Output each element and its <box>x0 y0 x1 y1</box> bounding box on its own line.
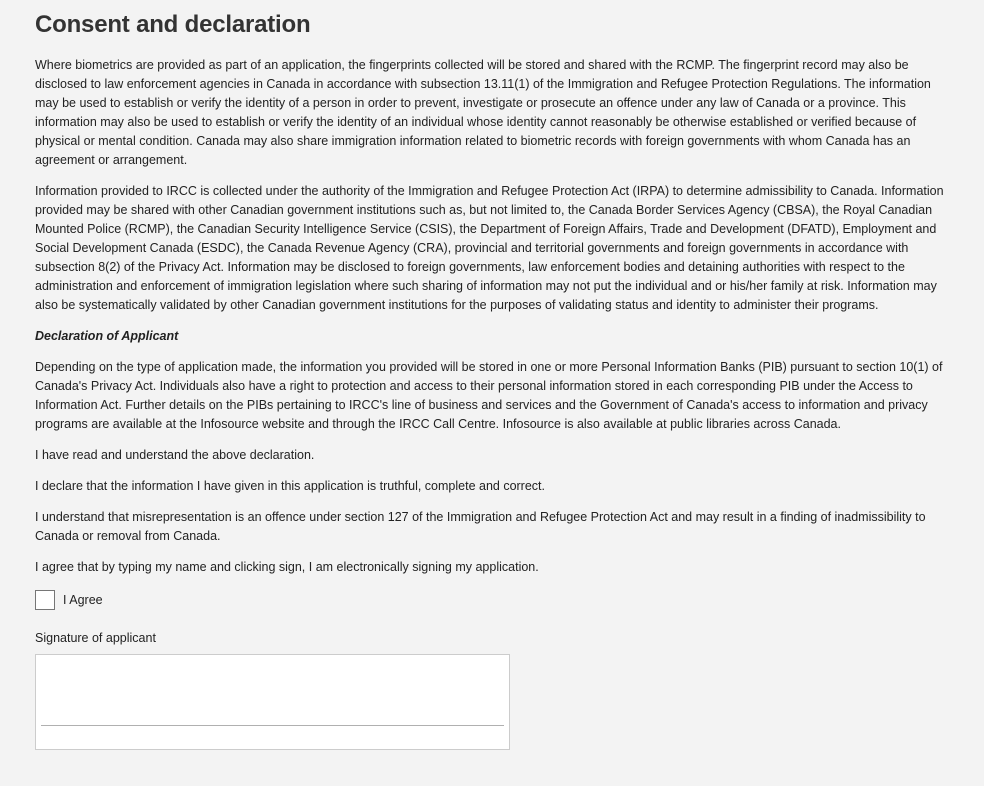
agree-label[interactable]: I Agree <box>63 593 103 607</box>
biometrics-consent-paragraph: Where biometrics are provided as part of an application, the fingerprints collected will be stored and shared with the RCMP. The fingerprint record may also be disclosed to law enforcement agencies in Canada in accordance with subsection 13.11(1) of the Immigration and Refugee Protection Regulations. The information may be used to establish or verify the identity of a person in order to prevent, investigate or prosecute an offence under any law of Canada or a province. This information may also be used to establish or verify the identity of an individual whose identity cannot reasonably be otherwise established or verified because of physical or mental condition. Canada may also share immigration information related to biometric records with foreign governments with whom Canada has an agreement or arrangement. <box>35 58 931 167</box>
signature-label: Signature of applicant <box>35 631 156 645</box>
agree-row[interactable] <box>35 589 954 611</box>
misrepresentation-statement: I understand that misrepresentation is an offence under section 127 of the Immigration and Refugee Protection Act and may result in a finding of inadmissibility to Canada or removal from Canada. <box>35 510 926 543</box>
signature-baseline <box>41 725 504 726</box>
privacy-act-paragraph: Depending on the type of application made, the information you provided will be stored in one or more Personal Information Banks (PIB) pursuant to section 10(1) of Canada's Privacy Act. Individuals also have a right to protection and access to their personal information stored in each corresponding PIB under the Access to Information Act. Further details on the PIBs pertaining to IRCC's line of business and services and the Government of Canada's access to information and privacy programs are available at the Infosource website and through the IRCC Call Centre. Infosource is also available at public libraries across Canada. <box>35 360 943 431</box>
information-sharing-paragraph: Information provided to IRCC is collected under the authority of the Immigration and Refugee Protection Act (IRPA) to determine admissibility to Canada. Information provided may be shared with other Canadian government institutions such as, but not limited to, the Canada Border Services Agency (CBSA), the Royal Canadian Mounted Police (RCMP), the Canadian Security Intelligence Service (CSIS), the Department of Foreign Affairs, Trade and Development (DFATD), Employment and Social Development Canada (ESDC), the Canada Revenue Agency (CRA), provincial and territorial governments and foreign governments in accordance with subsection 8(2) of the Privacy Act. Information may be disclosed to foreign governments, law enforcement bodies and detaining authorities with respect to the administration and enforcement of immigration legislation where such sharing of information may not put the individual and or his/her family at risk. Information may also be systematically validated by other Canadian government institutions for the purposes of validating status and identity to administer their programs. <box>35 184 944 312</box>
read-understand-statement: I have read and understand the above declaration. <box>35 448 315 462</box>
agree-checkbox[interactable] <box>35 590 55 610</box>
declaration-heading: Declaration of Applicant <box>35 329 179 343</box>
electronic-signing-statement: I agree that by typing my name and clicking sign, I am electronically signing my application. <box>35 560 539 574</box>
page-title: Consent and declaration <box>35 11 311 38</box>
truthful-statement: I declare that the information I have given in this application is truthful, complete and correct. <box>35 479 545 493</box>
signature-pad[interactable] <box>35 654 510 750</box>
